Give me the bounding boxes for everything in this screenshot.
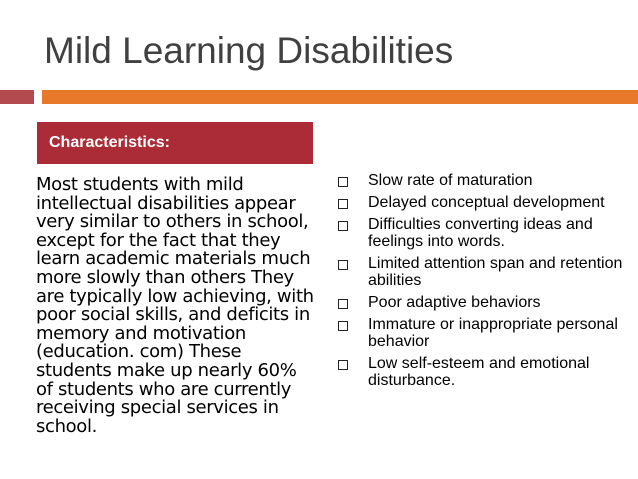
list-item bbox=[334, 294, 630, 311]
checkbox-square-icon bbox=[338, 221, 348, 231]
list-item bbox=[334, 172, 630, 189]
checkbox-square-icon bbox=[338, 360, 348, 370]
body-paragraph: Most students with mild intellectual disabilities appear very similar to others in school, except for the fact that they learn academic materials much more slowly than others They are typically low achieving, with poor social skills, and deficits in memory and motivation (education. com) These students make up nearly 60% of students who are currently receiving special services in school. bbox=[36, 174, 314, 437]
list-item-text: Immature or inappropriate personal behavior bbox=[368, 316, 618, 350]
list-item bbox=[334, 194, 630, 211]
list-item bbox=[334, 355, 630, 389]
list-item bbox=[334, 216, 630, 250]
list-item bbox=[334, 316, 630, 350]
list-item-text: Delayed conceptual development bbox=[368, 194, 605, 211]
list-item-text: Low self-esteem and emotional disturbance. bbox=[368, 355, 590, 389]
slide-title: Mild Learning Disabilities bbox=[44, 30, 454, 71]
characteristics-list bbox=[334, 172, 630, 394]
checkbox-square-icon bbox=[338, 177, 348, 187]
checkbox-square-icon bbox=[338, 199, 348, 209]
characteristics-label-box bbox=[37, 122, 313, 164]
title-rule-right bbox=[42, 90, 638, 104]
checkbox-square-icon bbox=[338, 299, 348, 309]
list-item-text: Limited attention span and retention abilities bbox=[368, 255, 623, 289]
list-item-text: Slow rate of maturation bbox=[368, 172, 533, 189]
title-rule-left bbox=[0, 90, 34, 104]
list-item bbox=[334, 255, 630, 289]
checkbox-square-icon bbox=[338, 321, 348, 331]
list-item-text: Poor adaptive behaviors bbox=[368, 294, 541, 311]
characteristics-label: Characteristics: bbox=[49, 134, 170, 151]
checkbox-square-icon bbox=[338, 260, 348, 270]
list-item-text: Difficulties converting ideas and feelings into words. bbox=[368, 216, 593, 250]
